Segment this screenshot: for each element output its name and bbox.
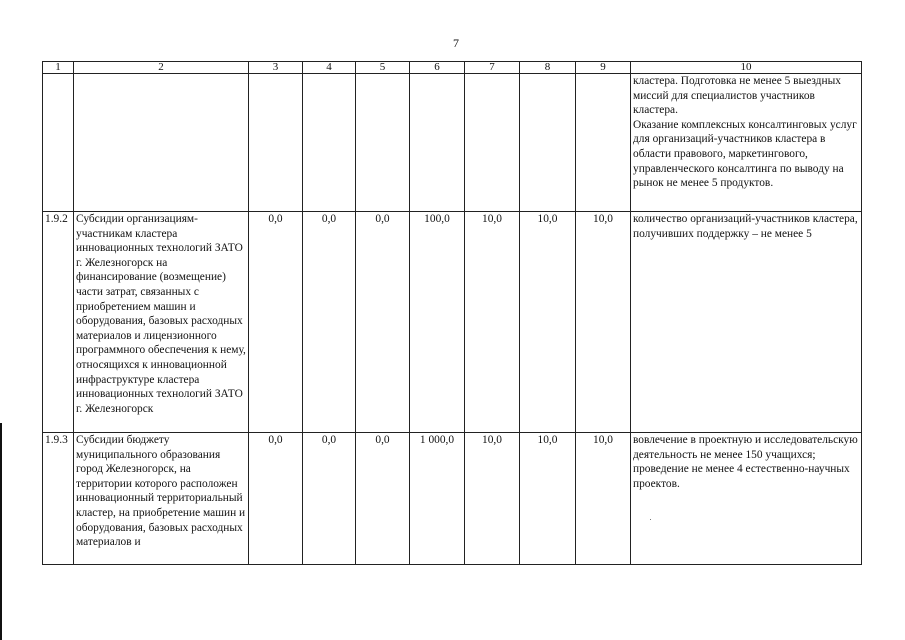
- value-cell: [465, 74, 520, 212]
- column-number: 10: [631, 62, 862, 74]
- indicator-cell: кластера. Подготовка не менее 5 выездных миссий для специалистов участников кластера. Оказание комплексных консалтинговых услуг для организаций-участников кластера в области правового, маркетингового, управленческого консалтинга по выводу на рынок не менее 5 продуктов.: [631, 74, 862, 212]
- value-cell: 0,0: [356, 212, 410, 433]
- row-id: [43, 74, 74, 212]
- row-name: Субсидии организациям-участникам кластера инновационных технологий ЗАТО г. Железногорск на финансирование (возмещение) части затрат, связанных с приобретением машин и оборудования, базовых расходных материалов и лицензионного программного обеспечения к нему, относящихся к инновационной инфраструктуре кластера инновационных технологий ЗАТО г. Железногорск: [74, 212, 249, 433]
- column-number: 8: [520, 62, 576, 74]
- value-cell: [520, 74, 576, 212]
- row-name: [74, 74, 249, 212]
- column-number: 9: [576, 62, 631, 74]
- value-cell: 100,0: [410, 212, 465, 433]
- row-name: Субсидии бюджету муниципального образования город Железногорск, на территории которого расположен инновационный территориальный кластер, на приобретение машин и оборудования, базовых расходных материалов и: [74, 433, 249, 565]
- value-cell: 0,0: [303, 433, 356, 565]
- page-number: 7: [453, 36, 459, 50]
- column-number: 5: [356, 62, 410, 74]
- value-cell: 1 000,0: [410, 433, 465, 565]
- column-number: 3: [249, 62, 303, 74]
- value-cell: [356, 74, 410, 212]
- value-cell: 10,0: [520, 212, 576, 433]
- value-cell: [249, 74, 303, 212]
- table-row: [43, 74, 862, 212]
- column-number-row: [43, 62, 862, 74]
- value-cell: 10,0: [465, 212, 520, 433]
- column-number: 4: [303, 62, 356, 74]
- indicator-cell: вовлечение в проектную и исследовательскую деятельность не менее 150 учащихся; проведение не менее 4 естественно-научных проектов.: [631, 433, 862, 565]
- value-cell: 0,0: [356, 433, 410, 565]
- value-cell: 10,0: [520, 433, 576, 565]
- scan-speck: [650, 519, 651, 520]
- value-cell: [410, 74, 465, 212]
- value-cell: 0,0: [303, 212, 356, 433]
- column-number: 1: [43, 62, 74, 74]
- indicator-cell: количество организаций-участников кластера, получивших поддержку – не менее 5: [631, 212, 862, 433]
- program-table: [42, 61, 862, 565]
- value-cell: 10,0: [465, 433, 520, 565]
- column-number: 7: [465, 62, 520, 74]
- value-cell: [576, 74, 631, 212]
- value-cell: 10,0: [576, 433, 631, 565]
- table-row: [43, 433, 862, 565]
- value-cell: 0,0: [249, 433, 303, 565]
- scan-edge-mark: [0, 423, 2, 640]
- value-cell: 10,0: [576, 212, 631, 433]
- column-number: 6: [410, 62, 465, 74]
- table-row: [43, 212, 862, 433]
- row-id: 1.9.2: [43, 212, 74, 433]
- column-number: 2: [74, 62, 249, 74]
- value-cell: 0,0: [249, 212, 303, 433]
- value-cell: [303, 74, 356, 212]
- row-id: 1.9.3: [43, 433, 74, 565]
